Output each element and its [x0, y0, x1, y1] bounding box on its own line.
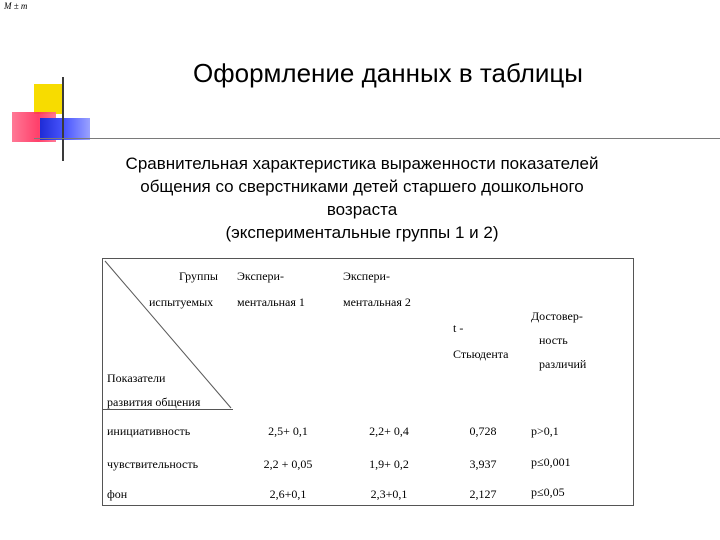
table-cell-t: 0,728	[469, 424, 497, 438]
header-exp2-line1: Экспери-	[343, 269, 390, 283]
table-row-label: инициативность	[107, 424, 191, 438]
table-cell-t: 3,937	[469, 457, 497, 471]
slide-title: Оформление данных в таблицы	[193, 58, 583, 88]
header-groups-line2: испытуемых	[149, 295, 214, 309]
table-cell-p: p≤0,001	[531, 455, 571, 469]
decorative-yellow-square	[34, 84, 64, 114]
header-t-line2: Стьюдента	[453, 347, 509, 361]
header-sig-line1: Достовер-	[531, 309, 583, 323]
caption-line: возраста	[326, 200, 398, 219]
table-cell-exp1: 2,6+0,1	[269, 487, 307, 501]
table-row-label: чувствительность	[107, 457, 199, 471]
table-cell-p: p≤0,05	[531, 485, 565, 499]
header-t-line1: t -	[453, 321, 464, 335]
header-exp1-line2: ментальная 1	[237, 295, 305, 309]
table-cell-t: 2,127	[469, 487, 497, 501]
header-sig-line3: различий	[539, 357, 587, 371]
decorative-horizontal-line	[34, 138, 720, 139]
table-row-label: фон	[107, 487, 128, 501]
table-cell-exp1: 2,5+ 0,1	[268, 424, 308, 438]
caption-line: общения со сверстниками детей старшего дошкольного	[140, 177, 584, 196]
header-groups-line1: Группы	[179, 269, 218, 283]
caption-line: (экспериментальные группы 1 и 2)	[225, 223, 499, 242]
table-cell-exp2: 1,9+ 0,2	[369, 457, 409, 471]
table-caption	[82, 152, 642, 244]
table-cell-exp2: 2,3+0,1	[370, 487, 408, 501]
decorative-vertical-line	[62, 77, 64, 161]
table-cell-p: p>0,1	[531, 424, 559, 438]
table-cell-exp1: 2,2 + 0,05	[263, 457, 313, 471]
header-indicators-line1: Показатели	[107, 371, 166, 385]
header-exp1-line1: Экспери-	[237, 269, 284, 283]
header-sig-line2: ность	[539, 333, 568, 347]
header-exp2-line2: ментальная 2	[343, 295, 411, 309]
caption-line: Сравнительная характеристика выраженности показателей	[125, 154, 599, 173]
header-indicators-line2: развития общения	[107, 395, 201, 409]
comparison-table	[102, 258, 634, 506]
corner-formula: M ± m	[4, 1, 28, 11]
decorative-blue-square	[40, 118, 90, 140]
table-cell-exp2: 2,2+ 0,4	[369, 424, 409, 438]
